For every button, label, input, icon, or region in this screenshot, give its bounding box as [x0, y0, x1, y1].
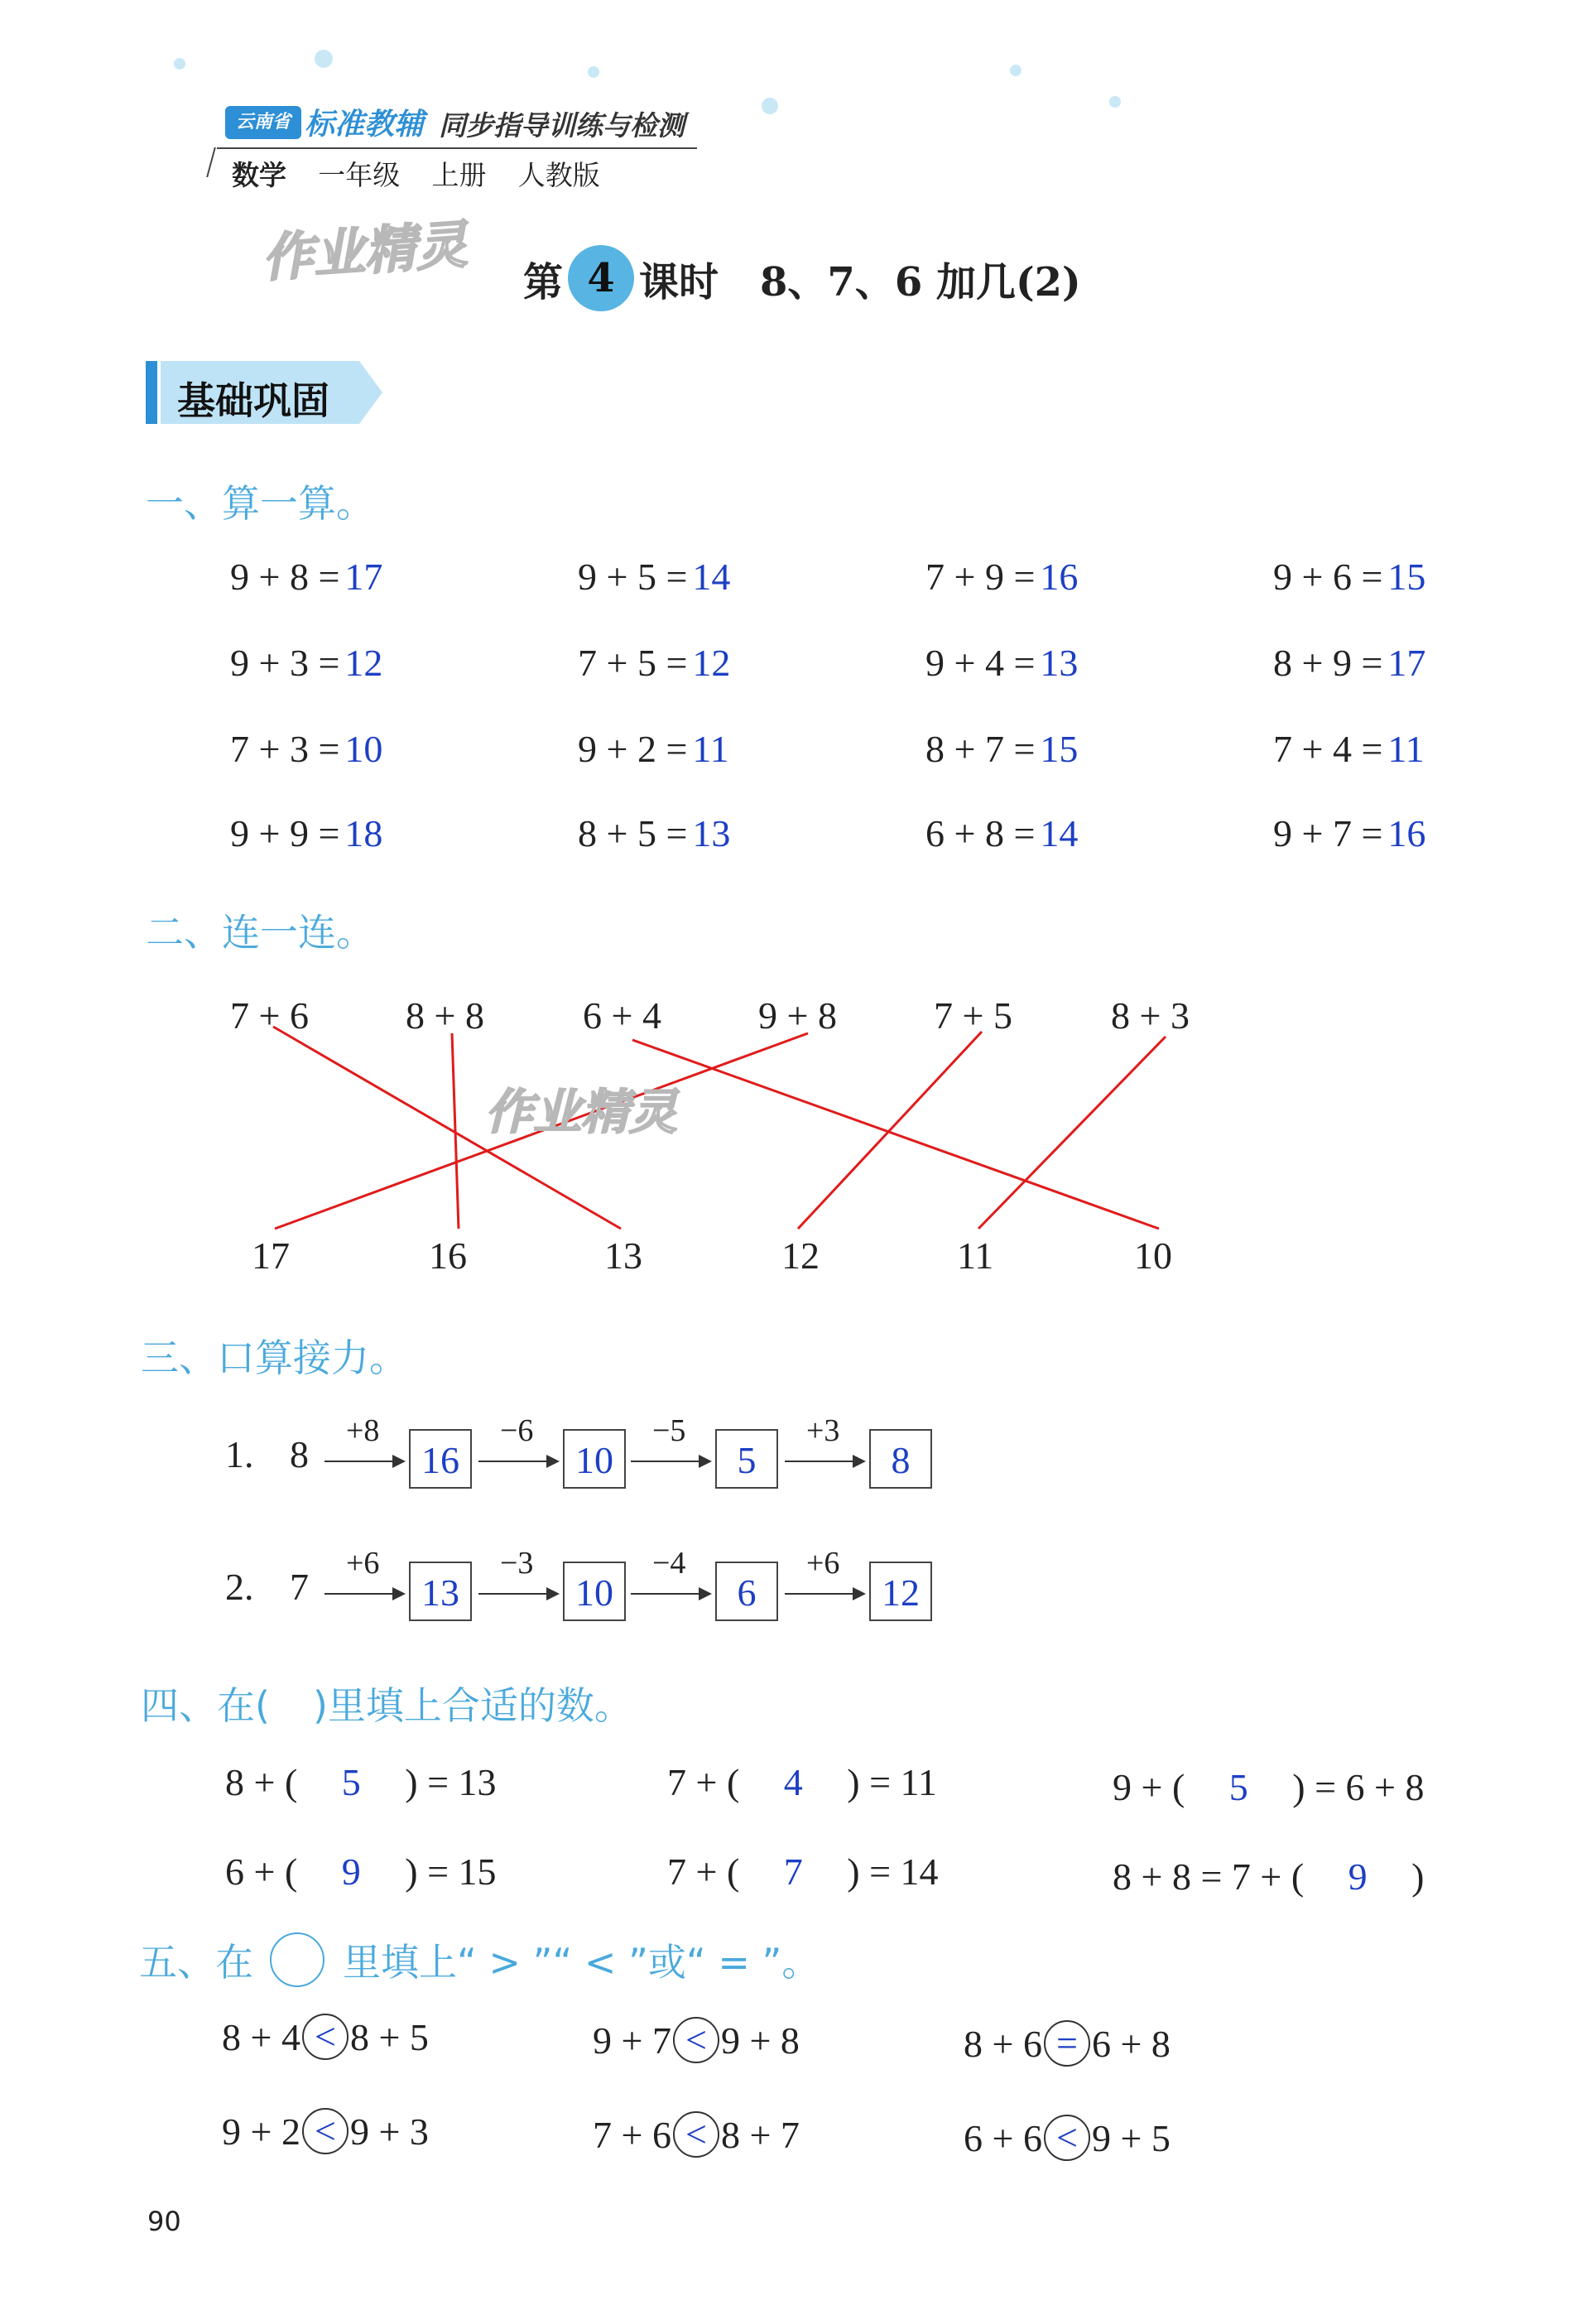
equation-left: 6 + (	[225, 1850, 298, 1893]
chain-operation: +3	[806, 1413, 840, 1448]
compare-right: 9 + 3	[349, 2110, 429, 2153]
chain-operation: +8	[346, 1413, 380, 1448]
blank-circle-icon	[270, 1932, 324, 1987]
compare-sign-circle: <	[302, 2014, 349, 2060]
arrow-icon	[324, 1593, 404, 1595]
equation-question: 8 + 9 =	[1273, 642, 1383, 684]
chain-start: 7	[290, 1566, 309, 1608]
chain-result-box: 10	[563, 1562, 626, 1621]
compare-left: 6 + 6	[964, 2116, 1042, 2159]
subject: 数学	[232, 159, 286, 191]
compare-equation	[593, 2017, 800, 2063]
chain-result-box: 13	[409, 1562, 472, 1621]
section-1-heading: 一、算一算。	[146, 481, 374, 526]
equation-question: 8 + 5 =	[578, 812, 688, 854]
chain-result-box: 16	[409, 1429, 472, 1489]
equation-question: 7 + 5 =	[578, 642, 688, 684]
arrow-icon	[785, 1461, 864, 1462]
chain-operation: −5	[652, 1413, 686, 1448]
equation-question: 7 + 9 =	[925, 556, 1036, 598]
blank-answer: 9	[1348, 1855, 1368, 1898]
compare-right: 9 + 8	[720, 2019, 800, 2062]
match-number: 17	[252, 1234, 290, 1277]
arrow-icon	[478, 1461, 558, 1462]
fill-blank-equation	[225, 1843, 497, 1894]
compare-equation	[222, 2014, 429, 2060]
equation-question: 9 + 9 =	[230, 812, 340, 854]
section-5-heading: 五、在 里填上“ > ”“ < ”或“ = ”。	[139, 1932, 820, 1987]
lesson-prefix: 第	[523, 258, 564, 306]
chain-label: 2.	[225, 1566, 254, 1608]
match-expression: 6 + 4	[583, 994, 661, 1037]
lesson-number-badge: 4	[568, 245, 634, 311]
equation-answer: 12	[692, 642, 731, 684]
fill-blank-equation	[1113, 1759, 1424, 1809]
equation-answer: 15	[1387, 556, 1426, 598]
volume: 上册	[431, 161, 487, 191]
compare-sign-circle: <	[673, 2111, 719, 2158]
compare-equation	[964, 2115, 1171, 2161]
equation-left: 7 + (	[667, 1761, 740, 1803]
equation-question: 9 + 6 =	[1273, 556, 1383, 598]
chain-start: 8	[290, 1433, 309, 1475]
chain-label: 1.	[225, 1433, 254, 1475]
equation-answer: 13	[692, 812, 731, 854]
equation-left: 8 + 8 = 7 + (	[1113, 1855, 1305, 1898]
watermark: 作业精灵	[260, 214, 469, 289]
compare-equation	[222, 2108, 429, 2154]
watermark: 作业精灵	[485, 1084, 678, 1140]
chain-operation: +6	[806, 1546, 840, 1581]
equation-question: 9 + 8 =	[230, 556, 340, 598]
compare-right: 8 + 7	[720, 2113, 800, 2156]
match-expression: 8 + 8	[406, 994, 484, 1037]
equation-answer: 13	[1040, 642, 1079, 684]
blank-answer: 5	[341, 1761, 361, 1803]
brand-name: 标准教辅	[305, 108, 425, 142]
lesson-suffix: 课时	[639, 258, 719, 306]
fill-blank-equation	[667, 1843, 939, 1894]
fill-blank-equation	[225, 1754, 497, 1804]
compare-equation	[964, 2020, 1171, 2067]
compare-sign-circle: <	[1044, 2115, 1090, 2161]
section-3-heading: 三、口算接力。	[141, 1335, 407, 1380]
equation-question: 7 + 4 =	[1273, 728, 1383, 770]
arrow-icon	[785, 1593, 864, 1595]
equation-right: ) = 15	[405, 1850, 497, 1893]
equation-right: )	[1411, 1855, 1425, 1898]
arrow-icon	[478, 1593, 558, 1595]
match-line	[798, 1032, 982, 1229]
chain-result-box: 10	[563, 1429, 626, 1489]
equation-left: 9 + (	[1113, 1766, 1185, 1808]
equation-question: 8 + 7 =	[925, 728, 1036, 770]
equation-question: 9 + 7 =	[1273, 812, 1383, 854]
compare-equation	[593, 2111, 800, 2158]
equation-answer: 16	[1387, 812, 1426, 854]
lesson-topic: 8、7、6 加几(2)	[760, 258, 1081, 306]
equation-left: 7 + (	[667, 1850, 740, 1893]
match-expression: 8 + 3	[1111, 994, 1190, 1037]
blank-answer: 9	[341, 1850, 361, 1893]
match-number: 16	[429, 1234, 467, 1277]
equation-left: 8 + (	[225, 1761, 298, 1803]
match-number: 13	[604, 1234, 642, 1277]
equation-question: 6 + 8 =	[925, 812, 1036, 854]
compare-right: 6 + 8	[1091, 2022, 1171, 2065]
arrow-icon	[631, 1593, 710, 1595]
equation-answer: 17	[1387, 642, 1426, 684]
compare-left: 9 + 7	[593, 2019, 671, 2062]
grade: 一年级	[318, 161, 401, 191]
equation-answer: 16	[1040, 556, 1079, 598]
chain-result-box: 5	[715, 1429, 778, 1489]
equation-question: 7 + 3 =	[230, 728, 340, 770]
equation-answer: 12	[344, 642, 383, 684]
equation-answer: 14	[1040, 812, 1079, 854]
blank-answer: 4	[783, 1761, 803, 1803]
match-expression: 7 + 5	[934, 994, 1012, 1037]
chain-result-box: 12	[869, 1562, 932, 1621]
equation-answer: 11	[1387, 728, 1425, 770]
equation-answer: 11	[692, 728, 729, 770]
compare-sign-circle: <	[302, 2108, 349, 2154]
arrow-icon	[631, 1461, 710, 1462]
equation-right: ) = 13	[405, 1761, 497, 1803]
chain-result-box: 8	[869, 1429, 932, 1489]
blank-answer: 7	[783, 1850, 803, 1893]
section-2-heading: 二、连一连。	[146, 910, 374, 955]
equation-answer: 17	[344, 556, 383, 598]
equation-answer: 14	[692, 556, 731, 598]
equation-right: ) = 11	[847, 1761, 937, 1803]
chain-operation: +6	[346, 1546, 380, 1581]
arrow-icon	[324, 1461, 404, 1462]
compare-right: 9 + 5	[1091, 2116, 1171, 2159]
compare-sign-circle: <	[673, 2017, 719, 2063]
equation-question: 9 + 5 =	[578, 556, 688, 598]
equation-answer: 15	[1040, 728, 1079, 770]
fill-blank-equation	[667, 1754, 937, 1804]
match-number: 11	[957, 1234, 994, 1277]
compare-left: 8 + 4	[222, 2015, 300, 2058]
equation-question: 9 + 2 =	[578, 728, 688, 770]
chain-operation: −4	[652, 1546, 686, 1581]
fill-blank-equation	[1113, 1848, 1424, 1899]
edition: 人教版	[517, 161, 600, 191]
equation-question: 9 + 3 =	[230, 642, 340, 684]
chain-result-box: 6	[715, 1562, 778, 1621]
equation-right: ) = 6 + 8	[1292, 1766, 1425, 1808]
equation-question: 9 + 4 =	[925, 642, 1036, 684]
compare-left: 9 + 2	[222, 2110, 300, 2153]
equation-answer: 18	[344, 812, 383, 854]
match-expression: 7 + 6	[230, 994, 309, 1037]
compare-sign-circle: =	[1044, 2020, 1090, 2067]
compare-left: 8 + 6	[964, 2022, 1042, 2065]
chain-operation: −3	[500, 1546, 534, 1581]
page-number: 90	[147, 2206, 181, 2237]
match-number: 10	[1134, 1234, 1172, 1277]
compare-left: 7 + 6	[593, 2113, 671, 2156]
section-4-heading: 四、在( )里填上合适的数。	[141, 1683, 632, 1728]
match-expression: 9 + 8	[758, 994, 837, 1037]
match-line	[978, 1037, 1166, 1229]
equation-answer: 10	[344, 728, 383, 770]
banner-label: 基础巩固	[177, 378, 329, 423]
brand-badge: 云南省	[225, 106, 301, 139]
compare-right: 8 + 5	[349, 2015, 429, 2058]
chain-operation: −6	[500, 1413, 534, 1448]
match-number: 12	[781, 1234, 820, 1277]
blank-answer: 5	[1228, 1766, 1248, 1808]
equation-right: ) = 14	[847, 1850, 939, 1893]
series-title: 同步指导训练与检测	[439, 109, 685, 142]
